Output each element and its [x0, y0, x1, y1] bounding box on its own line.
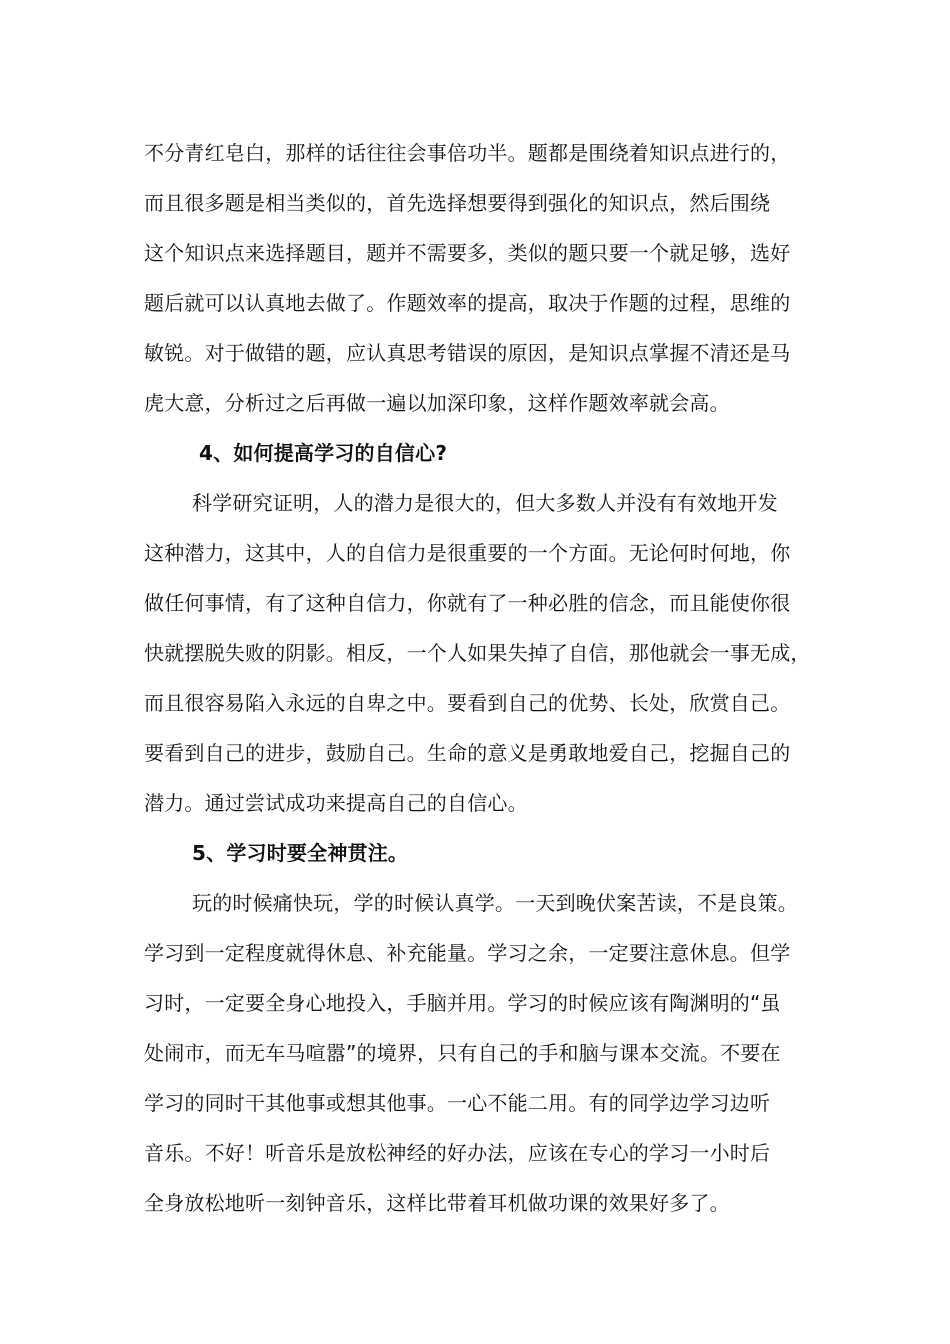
section-number: 4、	[199, 441, 234, 465]
paragraph-line: 处闹市，而无车马喧嚣”的境界，只有自己的手和脑与课本交流。不要在	[144, 1041, 781, 1065]
paragraph-line: 学习的同时干其他事或想其他事。一心不能二用。有的同学边学习边听	[144, 1091, 771, 1115]
paragraph-line: 做任何事情，有了这种自信力，你就有了一种必胜的信念，而且能使你很	[144, 591, 791, 615]
section-title: 学习时要全神贯注。	[226, 841, 409, 865]
paragraph-line: 潜力。通过尝试成功来提高自己的自信心。	[144, 791, 528, 815]
paragraph-line: 虎大意，分析过之后再做一遍以加深印象，这样作题效率就会高。	[144, 391, 730, 415]
paragraph-line: 习时，一定要全身心地投入，手脑并用。学习的时候应该有陶渊明的“虽	[144, 991, 781, 1015]
paragraph-line: 全身放松地听一刻钟音乐，这样比带着耳机做功课的效果好多了。	[144, 1191, 730, 1215]
section-number: 5、	[192, 841, 227, 865]
paragraph-line: 题后就可以认真地去做了。作题效率的提高，取决于作题的过程，思维的	[144, 291, 791, 315]
paragraph-line: 科学研究证明，人的潜力是很大的，但大多数人并没有有效地开发	[192, 491, 778, 515]
paragraph-line: 而且很容易陷入永远的自卑之中。要看到自己的优势、长处，欣赏自己。	[144, 691, 791, 715]
section-title: 如何提高学习的自信心?	[233, 441, 448, 465]
paragraph-line: 音乐。不好！听音乐是放松神经的好办法，应该在专心的学习一小时后	[144, 1141, 771, 1165]
paragraph-line: 敏锐。对于做错的题，应认真思考错误的原因，是知识点掌握不清还是马	[144, 341, 791, 365]
paragraph-line: 玩的时候痛快玩，学的时候认真学。一天到晚伏案苦读，不是良策。	[192, 891, 798, 915]
document-body	[144, 128, 816, 1228]
paragraph-line: 快就摆脱失败的阴影。相反，一个人如果失掉了自信，那他就会一事无成，	[144, 641, 811, 665]
section-heading-4	[144, 428, 816, 478]
paragraph-line: 而且很多题是相当类似的，首先选择想要得到强化的知识点，然后围绕	[144, 191, 771, 215]
paragraph-line: 要看到自己的进步，鼓励自己。生命的意义是勇敢地爱自己，挖掘自己的	[144, 741, 791, 765]
paragraph-line: 学习到一定程度就得休息、补充能量。学习之余，一定要注意休息。但学	[144, 941, 791, 965]
paragraph-line: 这个知识点来选择题目，题并不需要多，类似的题只要一个就足够，选好	[144, 241, 791, 265]
paragraph-line: 不分青红皂白，那样的话往往会事倍功半。题都是围绕着知识点进行的，	[144, 141, 791, 165]
paragraph-line: 这种潜力，这其中，人的自信力是很重要的一个方面。无论何时何地，你	[144, 541, 791, 565]
section-heading-5	[144, 828, 816, 878]
